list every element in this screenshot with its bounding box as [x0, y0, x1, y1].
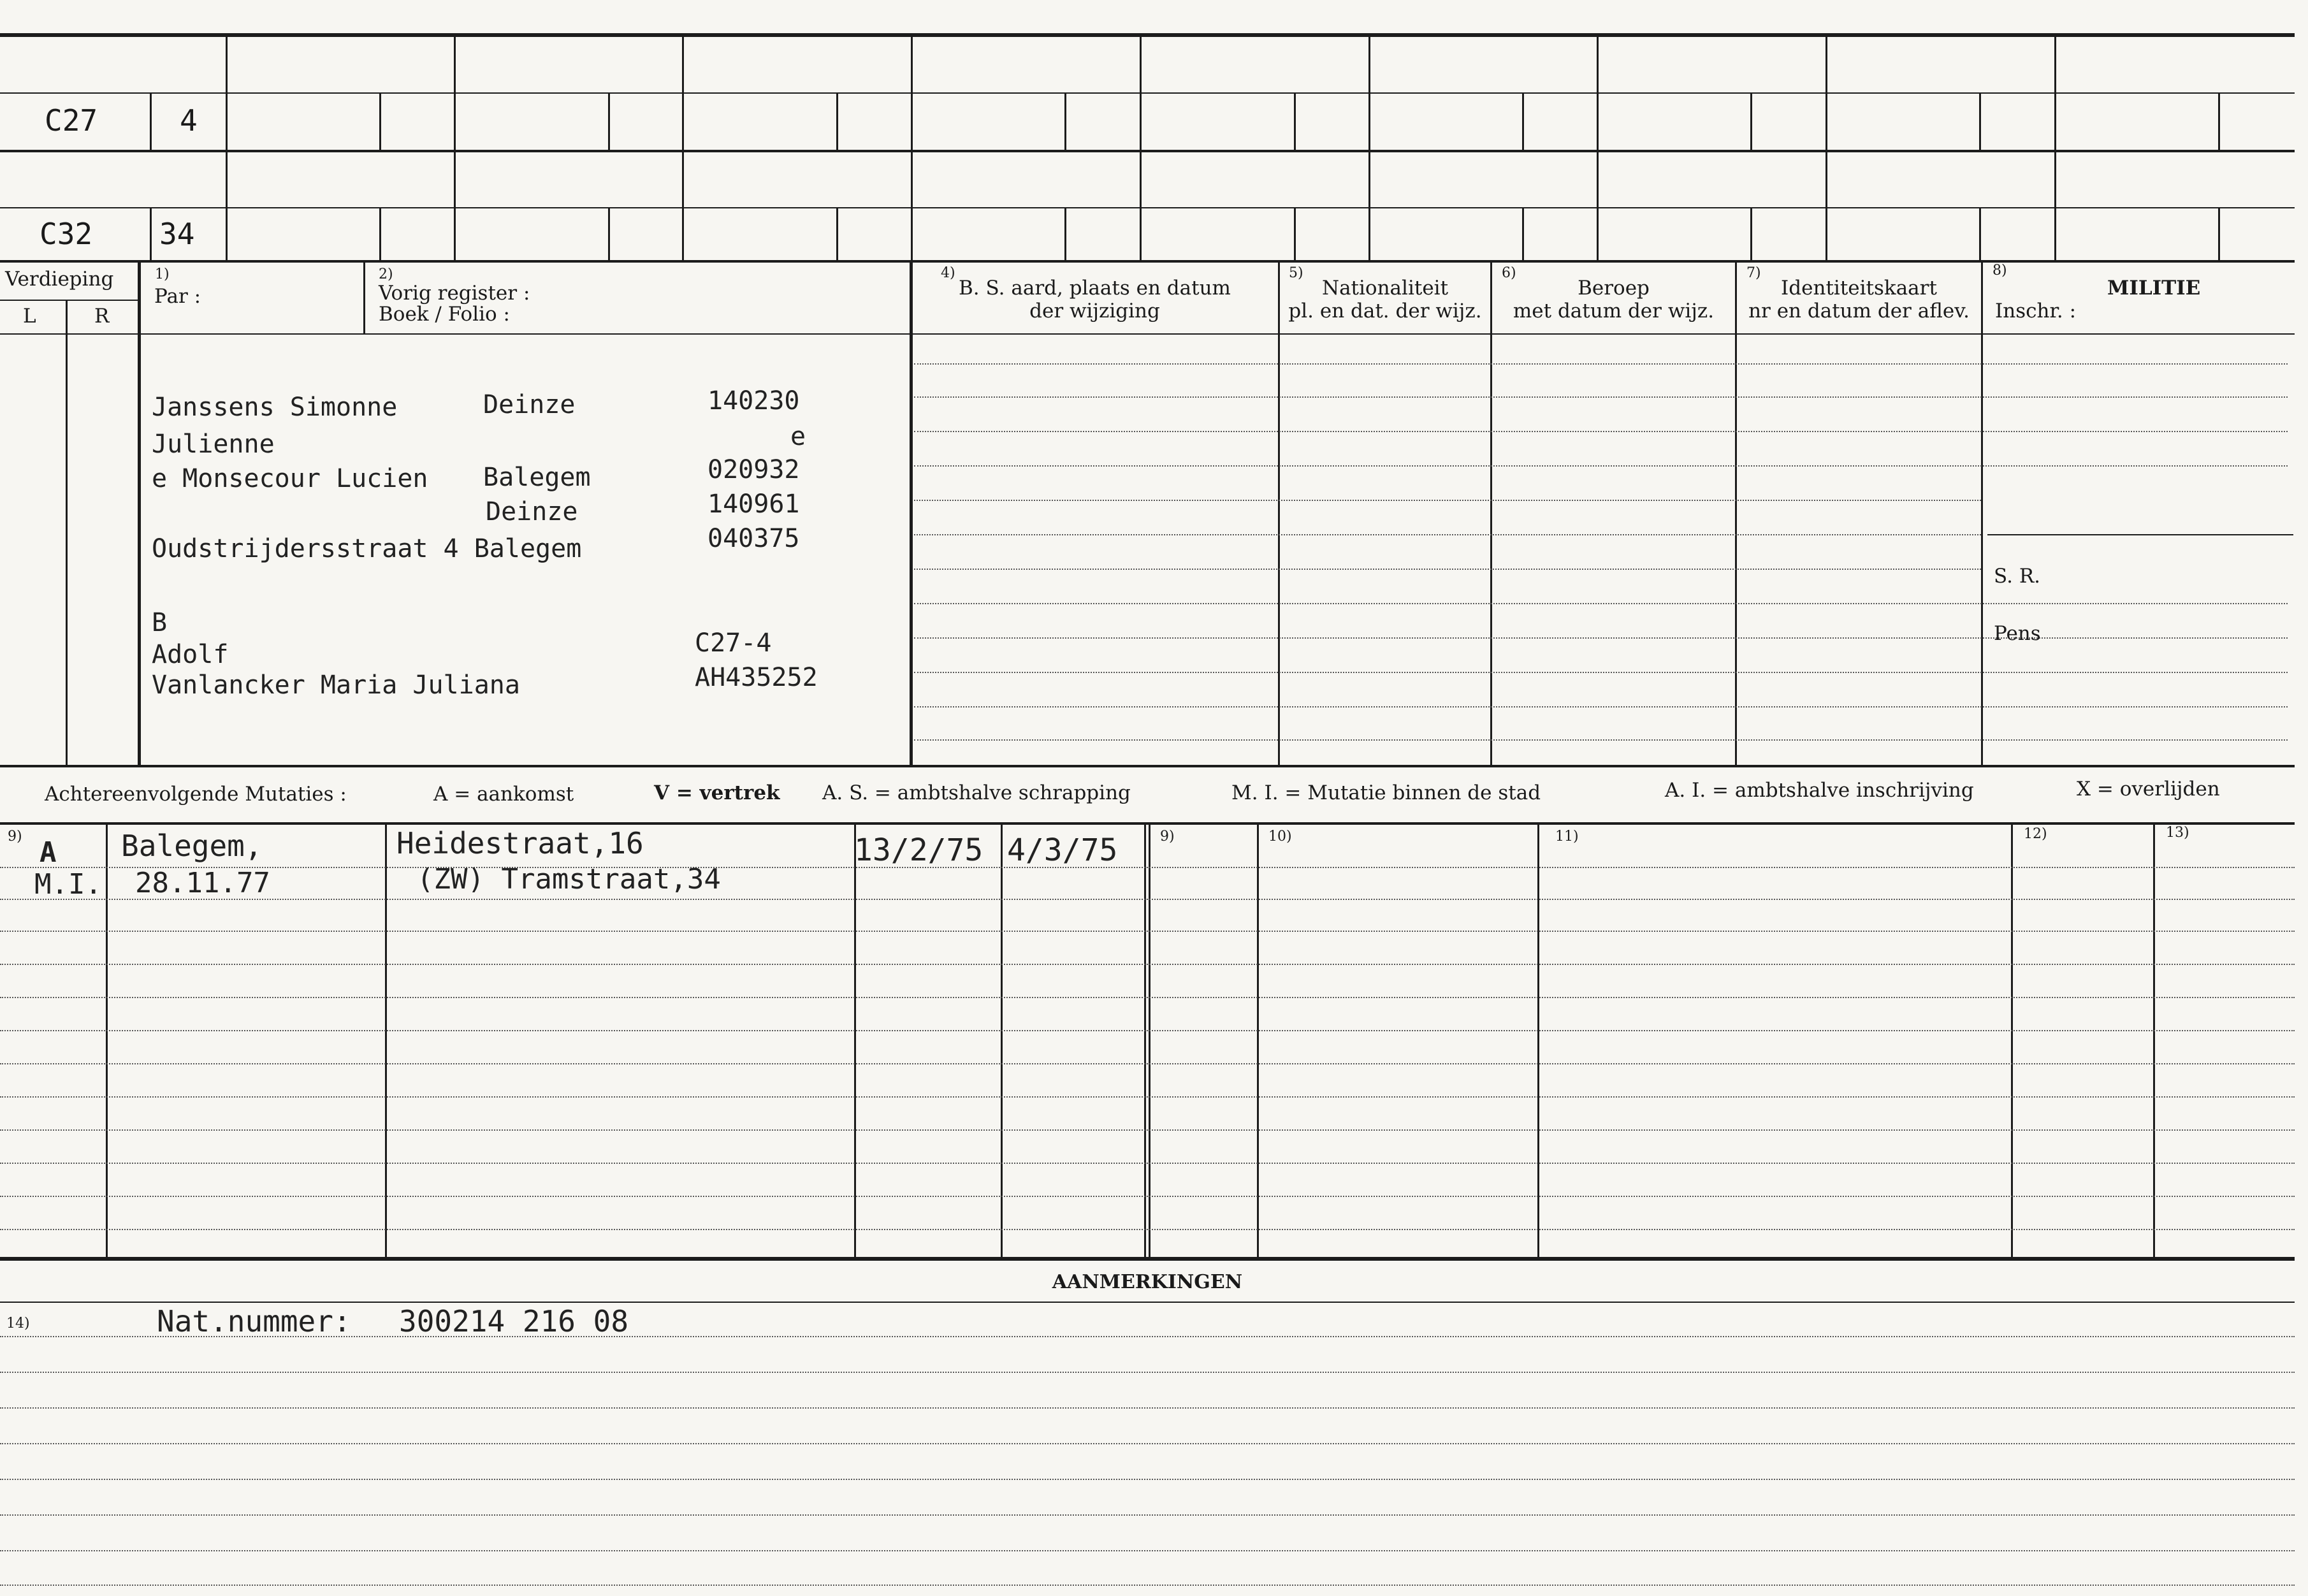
mut-col-number-11: 11)	[1555, 829, 1579, 845]
col-number-8: 8)	[1992, 263, 2007, 279]
bs-header-1: B. S. aard, plaats en datum	[959, 277, 1231, 300]
marriage-place: Deinze	[486, 497, 578, 526]
col-number-5: 5)	[1289, 265, 1303, 281]
verdieping-label: Verdieping	[5, 268, 114, 291]
col-number-4: 4)	[941, 265, 955, 281]
marital-status: e	[790, 422, 806, 451]
mut-col-number-10: 10)	[1268, 829, 1292, 845]
entry-1-type: A	[40, 836, 57, 869]
mut-col-number-12: 12)	[2024, 826, 2047, 842]
legend-ai: A. I. = ambtshalve inschrijving	[1665, 779, 1974, 802]
remarks-col-number: 14)	[6, 1316, 30, 1331]
entry-2-type: M.I.	[34, 868, 102, 901]
entry-1-street: Heidestraat,16	[396, 826, 644, 860]
status-letter: B	[152, 608, 168, 637]
entry-2-date: 28.11.77	[135, 867, 270, 899]
id-number: AH435252	[695, 663, 818, 692]
marriage-date: 140961	[708, 490, 800, 519]
beroep-header-2: met datum der wijz.	[1513, 300, 1715, 323]
right-label: R	[94, 305, 110, 328]
spouse-birth-date: 020932	[708, 455, 800, 484]
bs-header-2: der wijziging	[1029, 300, 1160, 323]
mut-col-number-13: 13)	[2166, 825, 2189, 841]
spouse-birth-place: Balegem	[483, 463, 591, 492]
father-name: Adolf	[152, 640, 229, 669]
sr-label: S. R.	[1994, 565, 2041, 588]
top-code-2: C32	[40, 217, 93, 251]
mut-col-number-9: 9)	[8, 829, 22, 845]
nat-number-value: 300214 216 08	[399, 1304, 629, 1338]
mother-name: Vanlancker Maria Juliana	[152, 671, 520, 700]
id-header-1: Identiteitskaart	[1781, 277, 1937, 300]
ref-code: C27-4	[695, 628, 772, 658]
boek-folio-label: Boek / Folio :	[379, 303, 510, 326]
vorig-register-label: Vorig register :	[379, 282, 530, 305]
birth-place: Deinze	[483, 390, 576, 419]
left-label: L	[23, 305, 36, 328]
top-num-2: 34	[159, 217, 195, 251]
col-number-2: 2)	[379, 266, 393, 282]
inschr-label: Inschr. :	[1995, 300, 2077, 323]
par-label: Par :	[154, 285, 201, 308]
nat-header-2: pl. en dat. der wijz.	[1288, 300, 1482, 323]
mut-col-number-9b: 9)	[1160, 829, 1175, 845]
remarks-title: AANMERKINGEN	[1052, 1271, 1243, 1293]
legend-a: A = aankomst	[433, 783, 574, 806]
entry-1-date-1: 13/2/75	[854, 832, 983, 868]
legend-mi: M. I. = Mutatie binnen de stad	[1231, 781, 1541, 804]
entry-1-date-2: 4/3/75	[1007, 832, 1118, 868]
legend-v: V = vertrek	[654, 781, 780, 804]
beroep-header-1: Beroep	[1578, 277, 1650, 300]
top-code-1: C27	[45, 103, 98, 138]
entry-2-street: (ZW) Tramstraat,34	[417, 863, 721, 896]
legend-x: X = overlijden	[2077, 778, 2220, 801]
nat-number-label: Nat.nummer:	[157, 1304, 351, 1338]
pens-label: Pens	[1994, 622, 2041, 645]
address: Oudstrijdersstraat 4 Balegem	[152, 534, 582, 563]
mutaties-title: Achtereenvolgende Mutaties :	[45, 783, 347, 806]
id-header-2: nr en datum der aflev.	[1748, 300, 1970, 323]
spouse-name: e Monsecour Lucien	[152, 464, 428, 493]
militie-label: MILITIE	[2107, 277, 2201, 300]
person-name: Janssens Simonne	[152, 393, 398, 422]
col-number-7: 7)	[1746, 265, 1761, 281]
birth-date: 140230	[708, 386, 800, 416]
legend-as: A. S. = ambtshalve schrapping	[822, 781, 1131, 804]
col-number-1: 1)	[155, 266, 170, 282]
arrival-date: 040375	[708, 524, 800, 553]
col-number-6: 6)	[1502, 265, 1516, 281]
person-name-2: Julienne	[152, 430, 275, 459]
entry-1-place: Balegem,	[121, 829, 263, 863]
top-num-1: 4	[180, 103, 198, 138]
nat-header-1: Nationaliteit	[1321, 277, 1449, 300]
